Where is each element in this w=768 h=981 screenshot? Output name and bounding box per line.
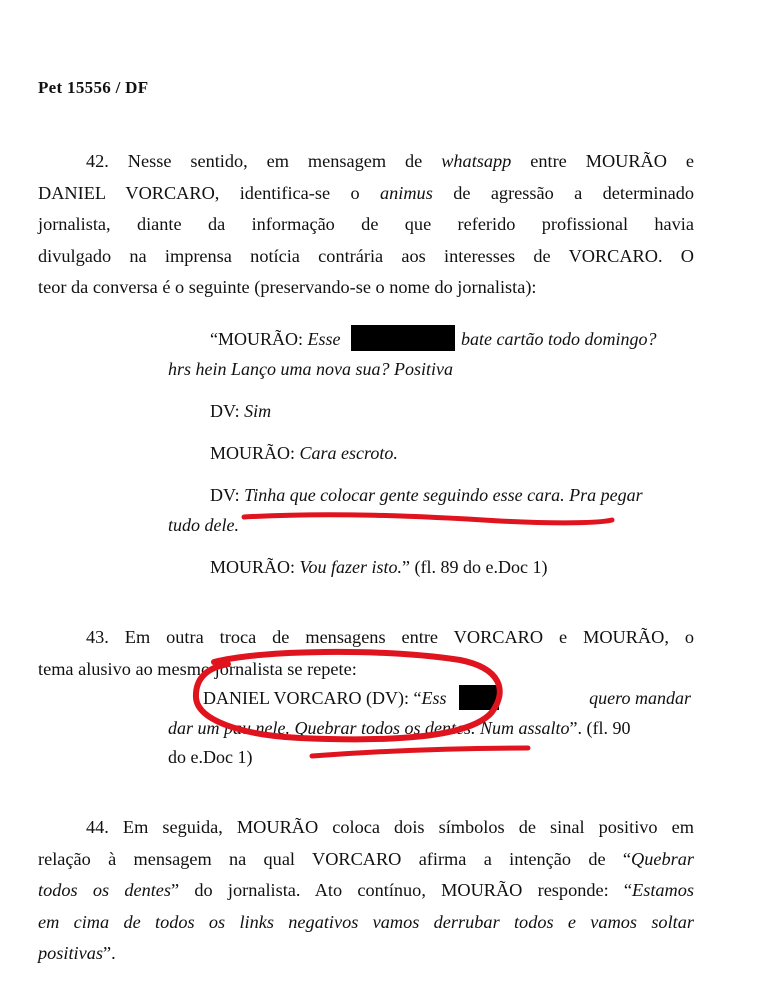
redaction-box (351, 325, 455, 351)
paragraph-line: DANIEL VORCARO, identifica-se o animus de agressão a determinado (38, 182, 694, 203)
quote-dv-message: DANIEL VORCARO (DV): “Ess quero mandar (203, 684, 691, 713)
quote-message-3: MOURÃO: Cara escroto. (210, 443, 398, 463)
quote-message-5: MOURÃO: Vou fazer isto.” (fl. 89 do e.Doc 1) (210, 557, 548, 577)
underline-stroke (312, 748, 528, 756)
paragraph-42 (38, 146, 694, 304)
paragraph-43 (38, 622, 694, 685)
paragraph-line: 44. Em seguida, MOURÃO coloca dois símbolos de sinal positivo em (86, 817, 694, 837)
quote-message-4-cont: tudo dele. (168, 515, 239, 535)
quote-message-1-cont: hrs hein Lanço uma nova sua? Positiva (168, 359, 453, 379)
paragraph-line: 42. Nesse sentido, em mensagem de whatsapp entre MOURÃO e (86, 151, 694, 171)
paragraph-line: relação à mensagem na qual VORCARO afirma a intenção de “Quebrar (38, 848, 694, 869)
quote-message-1: “MOURÃO: Esse bate cartão todo domingo? (210, 325, 690, 354)
quote-dv-message-ref: do e.Doc 1) (168, 747, 253, 767)
paragraph-line: divulgado na imprensa notícia contrária aos interesses de VORCARO. O (38, 245, 694, 266)
underline-stroke (244, 515, 612, 523)
paragraph-line: em cima de todos os links negativos vamos derrubar todos e vamos soltar (38, 911, 694, 932)
paragraph-line: 43. Em outra troca de mensagens entre VORCARO e MOURÃO, o (86, 627, 694, 647)
paragraph-line: todos os dentes” do jornalista. Ato contínuo, MOURÃO responde: “Estamos (38, 880, 694, 900)
quote-message-2: DV: Sim (210, 401, 272, 421)
paragraph-line: positivas”. (38, 943, 116, 963)
paragraph-line: teor da conversa é o seguinte (preservando-se o nome do jornalista): (38, 277, 537, 297)
case-reference: Pet 15556 / DF (38, 78, 149, 97)
quote-message-4: DV: Tinha que colocar gente seguindo esse cara. Pra pegar (210, 485, 643, 505)
paragraph-44 (38, 812, 694, 970)
redaction-box (459, 685, 499, 710)
quote-dv-message-cont: dar um pau nele. Quebrar todos os dentes. Num assalto”. (fl. 90 (168, 718, 631, 738)
paragraph-line: tema alusivo ao mesmo jornalista se repete: (38, 658, 357, 679)
paragraph-line: jornalista, diante da informação de que referido profissional havia (38, 214, 694, 234)
